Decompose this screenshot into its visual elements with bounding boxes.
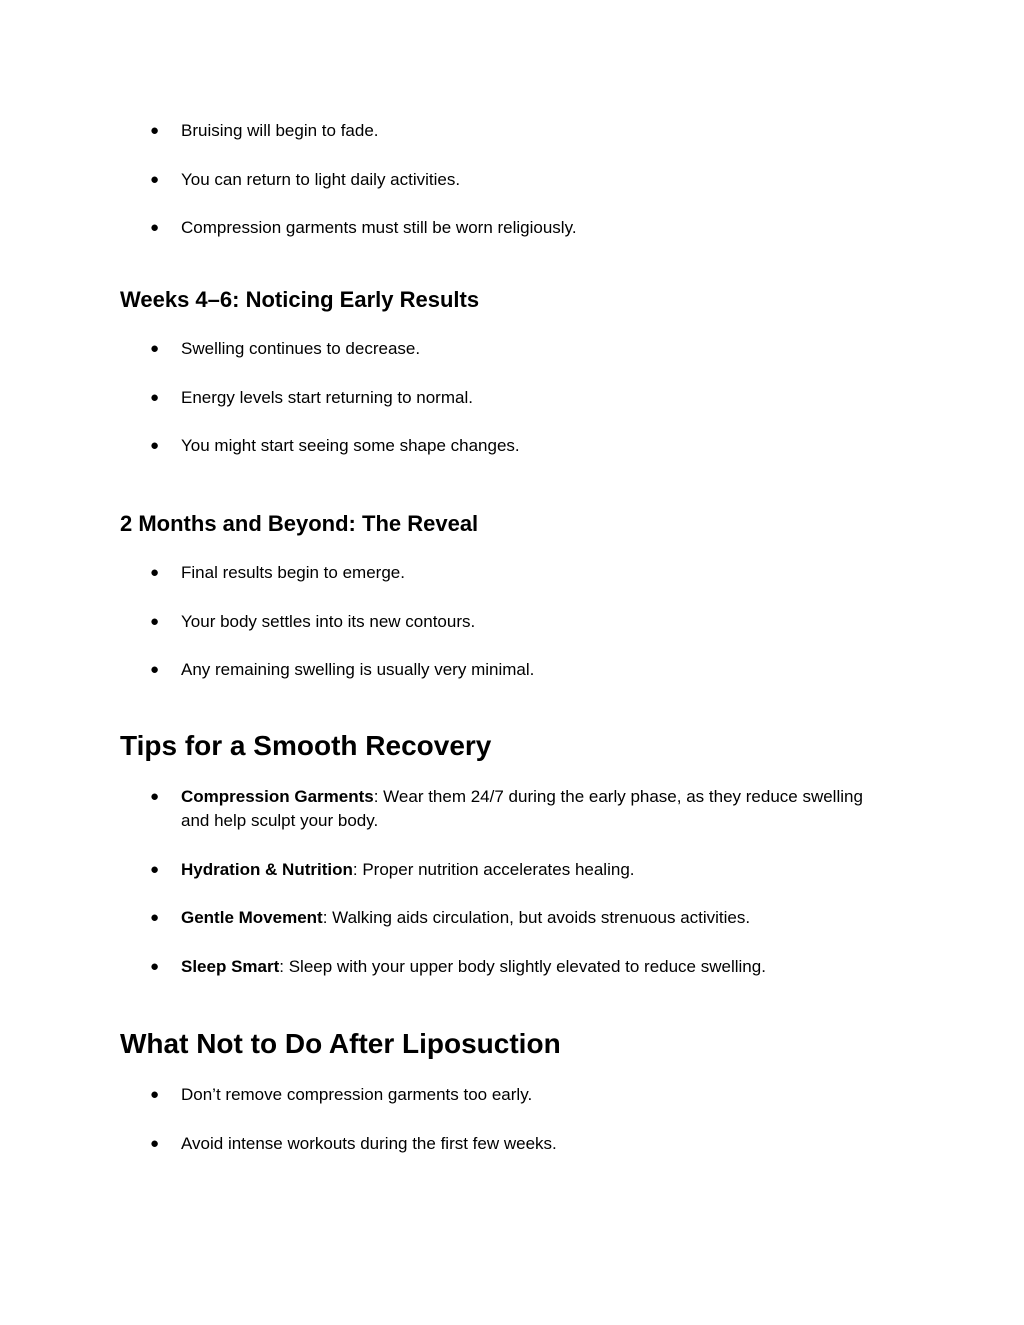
- list-item: [0, 216, 1024, 240]
- list-item-text: You can return to light daily activities.: [181, 169, 461, 189]
- list-item: [0, 386, 1024, 410]
- list-item: [0, 858, 1024, 882]
- list-item-text: Any remaining swelling is usually very minimal.: [181, 660, 535, 679]
- tips-list: [0, 785, 1024, 979]
- bullet-icon: ●: [150, 122, 160, 139]
- tip-term: Sleep Smart: [181, 956, 280, 976]
- list-item-text: You might start seeing some shape changes.: [181, 436, 520, 455]
- list-item: [0, 785, 1024, 833]
- list-item: [0, 610, 1024, 634]
- tip-text: : Proper nutrition accelerates healing.: [352, 859, 635, 879]
- list-item: [0, 337, 1024, 361]
- bullet-icon: ●: [150, 1134, 160, 1152]
- months-list: [0, 561, 1024, 682]
- bullet-icon: ●: [150, 564, 160, 581]
- intro-list: [0, 119, 1024, 240]
- weeks-list: [0, 337, 1024, 458]
- list-item: [0, 434, 1024, 458]
- bullet-icon: ●: [150, 1086, 160, 1103]
- tips-heading: Tips for a Smooth Recovery: [120, 730, 492, 761]
- avoid-heading: What Not to Do After Liposuction: [120, 1028, 561, 1059]
- tip-text: : Sleep with your upper body slightly elevated to reduce swelling.: [279, 956, 766, 976]
- bullet-icon: ●: [150, 219, 160, 236]
- weeks-heading: Weeks 4–6: Noticing Early Results: [120, 287, 480, 312]
- list-item: [0, 561, 1024, 585]
- bullet-icon: ●: [150, 957, 160, 975]
- tip-text: : Wear them 24/7 during the early phase, as they reduce swelling and help sculpt your body.: [181, 787, 863, 830]
- tip-term: Hydration & Nutrition: [181, 859, 353, 879]
- tip-text: : Walking aids circulation, but avoids strenuous activities.: [322, 908, 751, 927]
- list-item-text: Avoid intense workouts during the first few weeks.: [181, 1133, 557, 1153]
- list-item: [0, 658, 1024, 682]
- list-item-text: Energy levels start returning to normal.: [181, 387, 473, 407]
- tip-term: Compression Garments: [181, 787, 374, 806]
- list-item: [0, 955, 1024, 979]
- bullet-icon: ●: [150, 612, 160, 630]
- list-item-text: Bruising will begin to fade.: [181, 121, 379, 140]
- bullet-icon: ●: [150, 170, 160, 188]
- list-item: [0, 168, 1024, 192]
- list-item: [0, 1083, 1024, 1107]
- bullet-icon: ●: [150, 437, 160, 454]
- list-item: [0, 906, 1024, 930]
- tip-term: Gentle Movement: [181, 908, 323, 927]
- months-heading: 2 Months and Beyond: The Reveal: [120, 511, 479, 536]
- list-item: [0, 1132, 1024, 1156]
- list-item-text: Your body settles into its new contours.: [181, 611, 476, 631]
- list-item-text: Don’t remove compression garments too early.: [181, 1085, 533, 1104]
- list-item-text: Final results begin to emerge.: [181, 563, 405, 582]
- bullet-icon: ●: [150, 860, 160, 878]
- bullet-icon: ●: [150, 788, 160, 805]
- list-item: [0, 119, 1024, 143]
- bullet-icon: ●: [150, 909, 160, 926]
- bullet-icon: ●: [150, 388, 160, 406]
- list-item-text: Compression garments must still be worn religiously.: [181, 218, 577, 237]
- avoid-list: [0, 1083, 1024, 1156]
- list-item-text: Swelling continues to decrease.: [181, 339, 421, 358]
- bullet-icon: ●: [150, 340, 160, 357]
- bullet-icon: ●: [150, 661, 160, 678]
